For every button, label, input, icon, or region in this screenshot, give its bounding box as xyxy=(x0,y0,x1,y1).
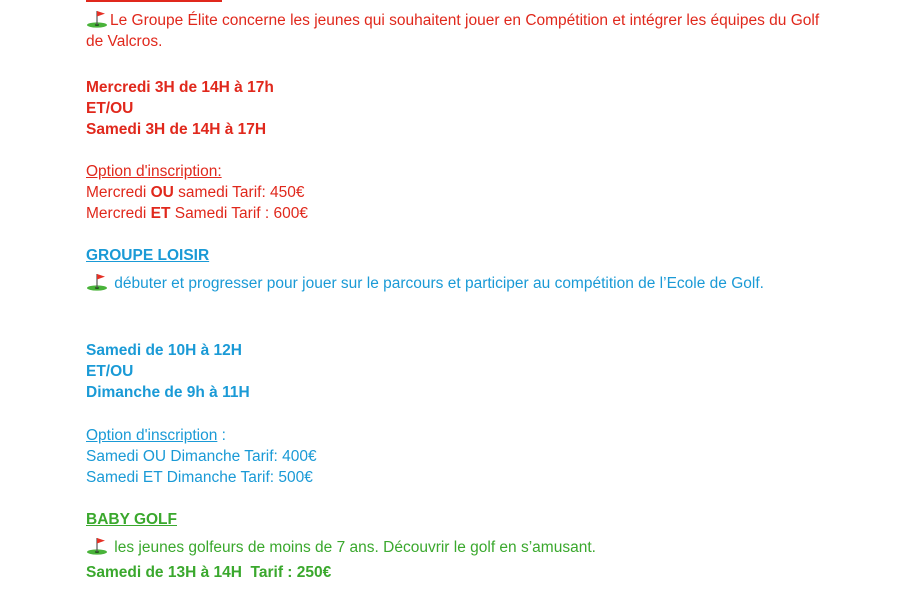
loisir-schedule-2: Dimanche de 9h à 11H xyxy=(86,384,250,401)
loisir-option-title: Option d'inscription : xyxy=(86,427,226,444)
baby-description xyxy=(86,537,826,558)
loisir-connector: ET/OU xyxy=(86,363,134,380)
elite-connector: ET/OU xyxy=(86,100,134,117)
baby-heading-text: BABY GOLF xyxy=(86,511,177,528)
elite-option-title-text: Option d'inscription: xyxy=(86,163,222,180)
elite-option-2: Mercredi ET Samedi Tarif : 600€ xyxy=(86,205,308,222)
elite-option-1: Mercredi OU samedi Tarif: 450€ xyxy=(86,184,305,201)
elite-schedule-1: Mercredi 3H de 14H à 17h xyxy=(86,79,274,96)
elite-description-text: Le Groupe Élite concerne les jeunes qui souhaitent jouer en Compétition et intégrer les équipes du Golf de Valcros. xyxy=(86,12,820,50)
loisir-option-title-text: Option d'inscription xyxy=(86,427,218,444)
loisir-description-text: débuter et progresser pour jouer sur le parcours et participer au compétition de l’Ecole de Golf. xyxy=(110,275,764,292)
loisir-heading xyxy=(86,245,826,266)
loisir-option-1: Samedi OU Dimanche Tarif: 400€ xyxy=(86,448,317,465)
baby-description-text: les jeunes golfeurs de moins de 7 ans. Découvrir le golf en s’amusant. xyxy=(110,539,596,556)
elite-schedule-2: Samedi 3H de 14H à 17H xyxy=(86,121,267,138)
loisir-option-2: Samedi ET Dimanche Tarif: 500€ xyxy=(86,469,313,486)
loisir-description xyxy=(86,273,826,294)
baby-schedule: Samedi de 13H à 14H Tarif : 250€ xyxy=(86,564,332,581)
golf-flag-icon xyxy=(86,10,108,28)
cut-heading-underline xyxy=(86,0,222,2)
baby-heading xyxy=(86,509,826,530)
elite-option-title xyxy=(86,161,826,182)
golf-flag-icon xyxy=(86,273,108,291)
loisir-schedule-1: Samedi de 10H à 12H xyxy=(86,342,242,359)
elite-description xyxy=(86,10,826,52)
golf-flag-icon xyxy=(86,537,108,555)
loisir-heading-text: GROUPE LOISIR xyxy=(86,247,210,264)
